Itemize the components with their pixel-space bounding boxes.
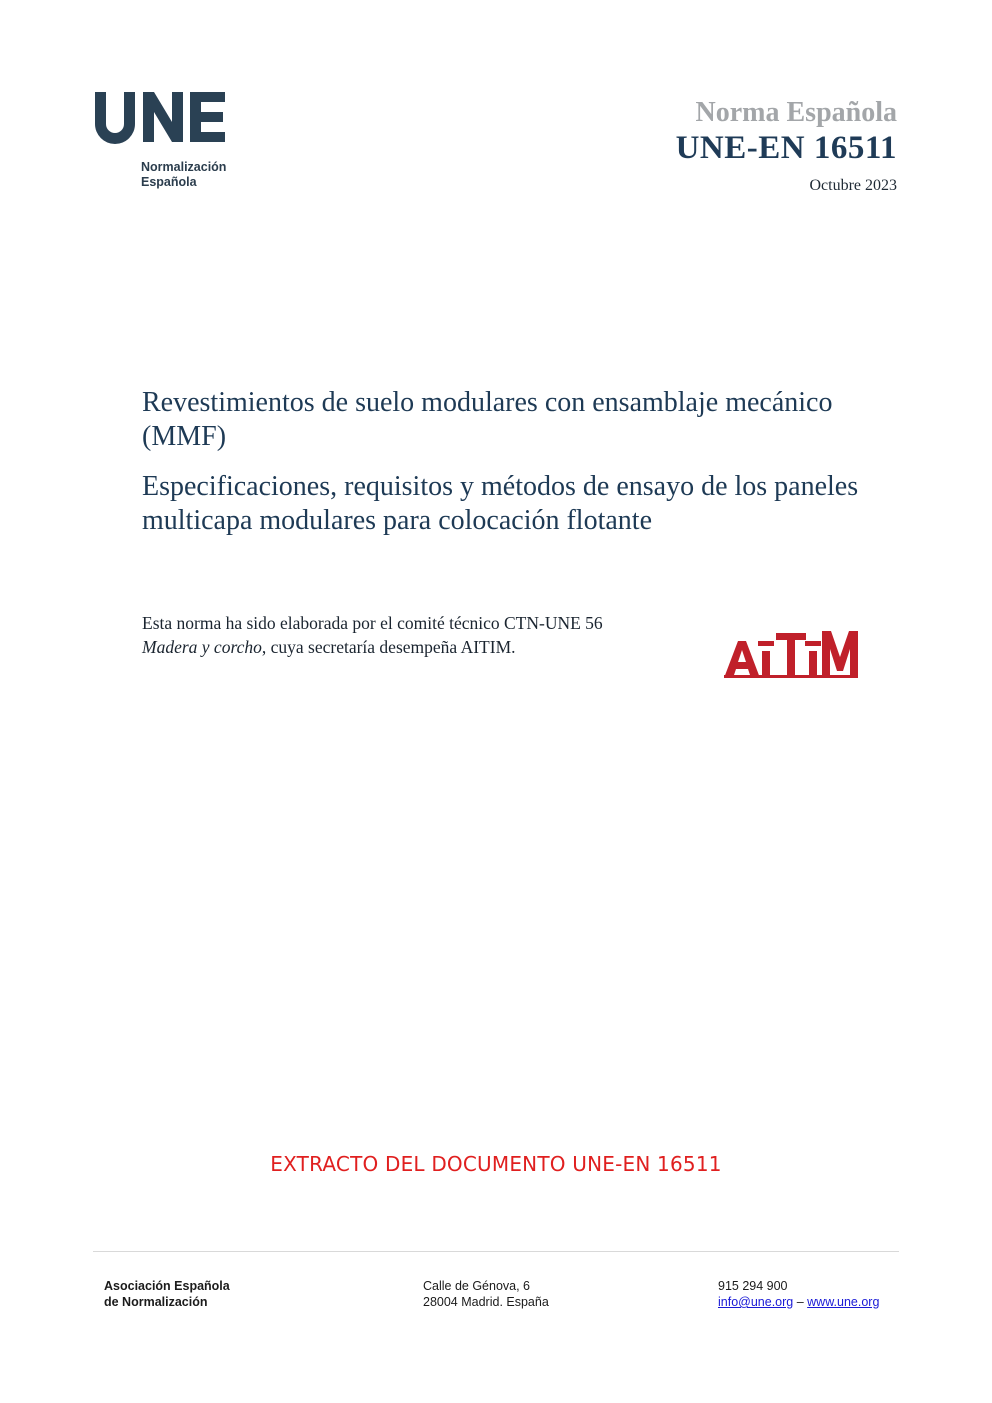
- footer-org-line2: de Normalización: [104, 1295, 208, 1309]
- document-title: Revestimientos de suelo modulares con ensamblaje mecánico (MMF): [142, 387, 833, 452]
- aitim-logo-mark: [724, 627, 858, 679]
- logo-subtitle-line2: Española: [141, 175, 197, 189]
- website-link[interactable]: www.une.org: [807, 1295, 880, 1309]
- committee-name: Madera y corcho: [142, 636, 262, 657]
- footer-organization: [104, 1278, 230, 1310]
- footer-links: [718, 1294, 879, 1310]
- footer-contact: [718, 1278, 879, 1310]
- logo-subtitle-line1: Normalización: [141, 160, 227, 174]
- document-subtitle: Especificaciones, requisitos y métodos de ensayo de los paneles multicapa modulares para colocación flotante: [142, 471, 859, 536]
- email-link[interactable]: info@une.org: [718, 1295, 794, 1309]
- committee-statement: [142, 612, 662, 659]
- document-titles: [142, 386, 862, 538]
- une-logo-mark: [93, 90, 227, 144]
- standard-header: [676, 97, 897, 195]
- extract-notice: EXTRACTO DEL DOCUMENTO UNE-EN 16511: [270, 1152, 722, 1176]
- une-logo: [93, 90, 243, 190]
- footer-address-line1: Calle de Génova, 6: [423, 1279, 531, 1293]
- footer-divider: [93, 1251, 899, 1252]
- footer-address: [423, 1278, 549, 1310]
- committee-prefix: Esta norma ha sido elaborada por el comité técnico CTN-UNE 56: [142, 613, 603, 633]
- publication-date: Octubre 2023: [809, 177, 897, 194]
- footer-link-separator: –: [793, 1295, 808, 1309]
- footer-phone: 915 294 900: [718, 1279, 788, 1293]
- aitim-logo: [724, 627, 858, 679]
- footer-address-line2: 28004 Madrid. España: [423, 1295, 549, 1309]
- footer-org-line1: Asociación Española: [104, 1279, 230, 1293]
- standard-type-label: Norma Española: [695, 97, 897, 128]
- standard-code: UNE-EN 16511: [675, 130, 897, 166]
- committee-suffix: , cuya secretaría desempeña AITIM.: [261, 636, 516, 657]
- logo-subtitle: [141, 160, 243, 190]
